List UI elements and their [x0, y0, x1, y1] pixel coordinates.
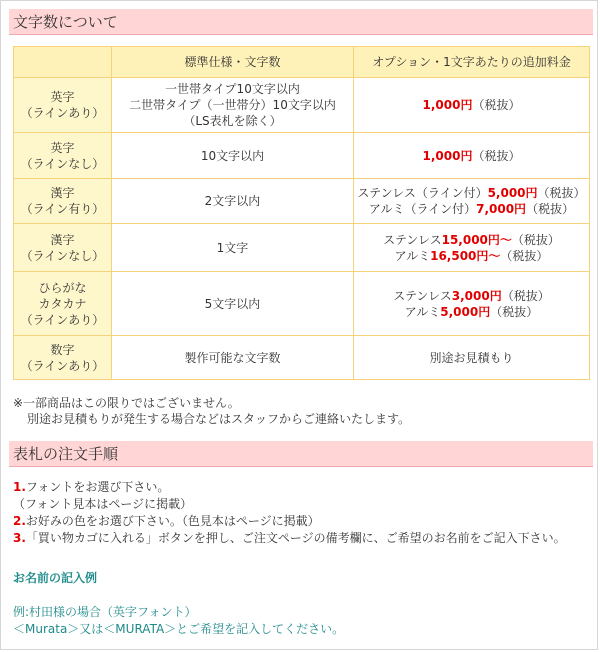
table-row [14, 336, 590, 380]
price-value: 1,000円 [422, 98, 473, 112]
step-number: 3. [13, 531, 26, 545]
option-price-cell [354, 272, 590, 336]
table-row [14, 272, 590, 336]
row-label [14, 224, 112, 272]
standard-spec-cell [112, 179, 354, 224]
price-value: 5,000円 [487, 186, 538, 200]
table-header-row [14, 47, 590, 78]
step-text: お好みの色をお選び下さい。（色見本はページに掲載） [25, 514, 320, 528]
price-value: 15,000円～ [441, 232, 512, 247]
price-text: ステンレス [393, 288, 452, 303]
price-value: 7,000円 [476, 202, 527, 216]
option-price-line [354, 148, 589, 164]
price-text: ステンレス [383, 232, 442, 247]
section-title-order-steps: 表札の注文手順 [9, 441, 593, 467]
option-price-line [354, 304, 589, 320]
row-label-line: 英字 [50, 90, 75, 104]
option-price-line [354, 201, 589, 217]
standard-spec-cell [112, 224, 354, 272]
row-label-line: （ラインあり） [20, 312, 105, 327]
price-text: アルミ [394, 248, 431, 263]
price-text: （税抜） [537, 186, 586, 200]
price-value: 16,500円～ [430, 248, 501, 263]
row-label-line: （ラインなし） [20, 156, 105, 171]
row-label [14, 133, 112, 179]
row-label-line: 漢字 [50, 186, 75, 200]
row-label [14, 78, 112, 133]
row-label [14, 336, 112, 380]
price-text: アルミ（ライン付） [368, 202, 477, 216]
option-price-line [354, 232, 589, 248]
step-number: 1. [13, 480, 26, 494]
option-price-cell [354, 78, 590, 133]
step-text: 「買い物カゴに入れる」ボタンを押し、ご注文ページの備考欄に、ご希望のお名前をご記入下さい。 [25, 531, 566, 545]
standard-spec-line: 1文字 [216, 240, 249, 255]
row-label-line: 数字 [50, 342, 75, 357]
note-line: ※一部商品はこの限りではございません。 [13, 396, 240, 410]
row-label-line: 漢字 [50, 232, 75, 247]
price-text: （税抜） [526, 202, 575, 216]
price-text: （税抜） [500, 248, 549, 263]
standard-spec-line: 二世帯タイプ（一世帯分）10文字以内 [129, 98, 336, 112]
price-text: （税抜） [472, 98, 521, 112]
price-text: （税抜） [511, 232, 560, 247]
standard-spec-cell [112, 78, 354, 133]
option-price-line [354, 185, 589, 201]
standard-spec-line: 2文字以内 [204, 194, 261, 208]
step-1 [13, 479, 593, 496]
order-steps [13, 479, 593, 547]
standard-spec-cell [112, 272, 354, 336]
standard-spec-cell [112, 336, 354, 380]
option-price-line [354, 288, 589, 304]
example-line: ＜Murata＞又は＜MURATA＞とご希望を記入してください。 [13, 622, 345, 636]
row-label-line: カタカナ [38, 296, 87, 311]
price-text: （税抜） [472, 148, 521, 163]
option-price-cell [354, 336, 590, 380]
standard-spec-line: 10文字以内 [200, 148, 265, 163]
row-label [14, 272, 112, 336]
option-price-cell [354, 133, 590, 179]
option-price-cell [354, 179, 590, 224]
row-label-line: （ラインなし） [20, 248, 105, 263]
standard-spec-line: 5文字以内 [204, 296, 261, 311]
price-text: ステンレス（ライン付） [357, 186, 488, 200]
table-row [14, 133, 590, 179]
row-label-line: ひらがな [38, 280, 87, 295]
price-text: （税抜） [501, 288, 550, 303]
notes [13, 395, 593, 427]
row-label-line: （ラインあり） [20, 358, 105, 373]
table-row [14, 78, 590, 133]
option-price-line [354, 248, 589, 264]
table-row [14, 224, 590, 272]
step-text: フォントをお選び下さい。 [25, 480, 170, 494]
price-value: 5,000円 [440, 304, 491, 319]
header-standard: 標準仕様・文字数 [112, 47, 354, 78]
step-2 [13, 513, 593, 530]
header-empty [14, 47, 112, 78]
step-3 [13, 530, 593, 547]
price-value: 1,000円 [422, 148, 473, 163]
char-count-table [13, 46, 590, 380]
row-label-line: （ラインあり） [20, 106, 105, 120]
row-label-line: （ライン有り） [20, 202, 105, 216]
price-text: アルミ [404, 304, 441, 319]
example-line: 例:村田様の場合（英字フォント） [13, 605, 197, 619]
row-label [14, 179, 112, 224]
price-value: 3,000円 [451, 288, 502, 303]
standard-spec-cell [112, 133, 354, 179]
option-price-line [354, 97, 589, 113]
section-title-char-count: 文字数について [9, 9, 593, 35]
standard-spec-line: （LS表札を除く） [183, 114, 282, 128]
row-label-line: 英字 [50, 140, 75, 155]
example-text [13, 604, 344, 638]
price-text: 別途お見積もり [429, 350, 514, 365]
step-number: 2. [13, 514, 26, 528]
step-1-note: （フォント見本はページに掲載） [13, 497, 193, 511]
standard-spec-line: 一世帯タイプ10文字以内 [165, 82, 300, 96]
table-row [14, 179, 590, 224]
note-line: 別途お見積もりが発生する場合などはスタッフからご連絡いたします。 [27, 412, 411, 426]
price-text: （税抜） [490, 304, 539, 319]
header-option: オプション・1文字あたりの追加料金 [354, 47, 590, 78]
example-title: お名前の記入例 [13, 571, 98, 585]
option-price-line [354, 350, 589, 366]
standard-spec-line: 製作可能な文字数 [184, 350, 281, 365]
option-price-cell [354, 224, 590, 272]
